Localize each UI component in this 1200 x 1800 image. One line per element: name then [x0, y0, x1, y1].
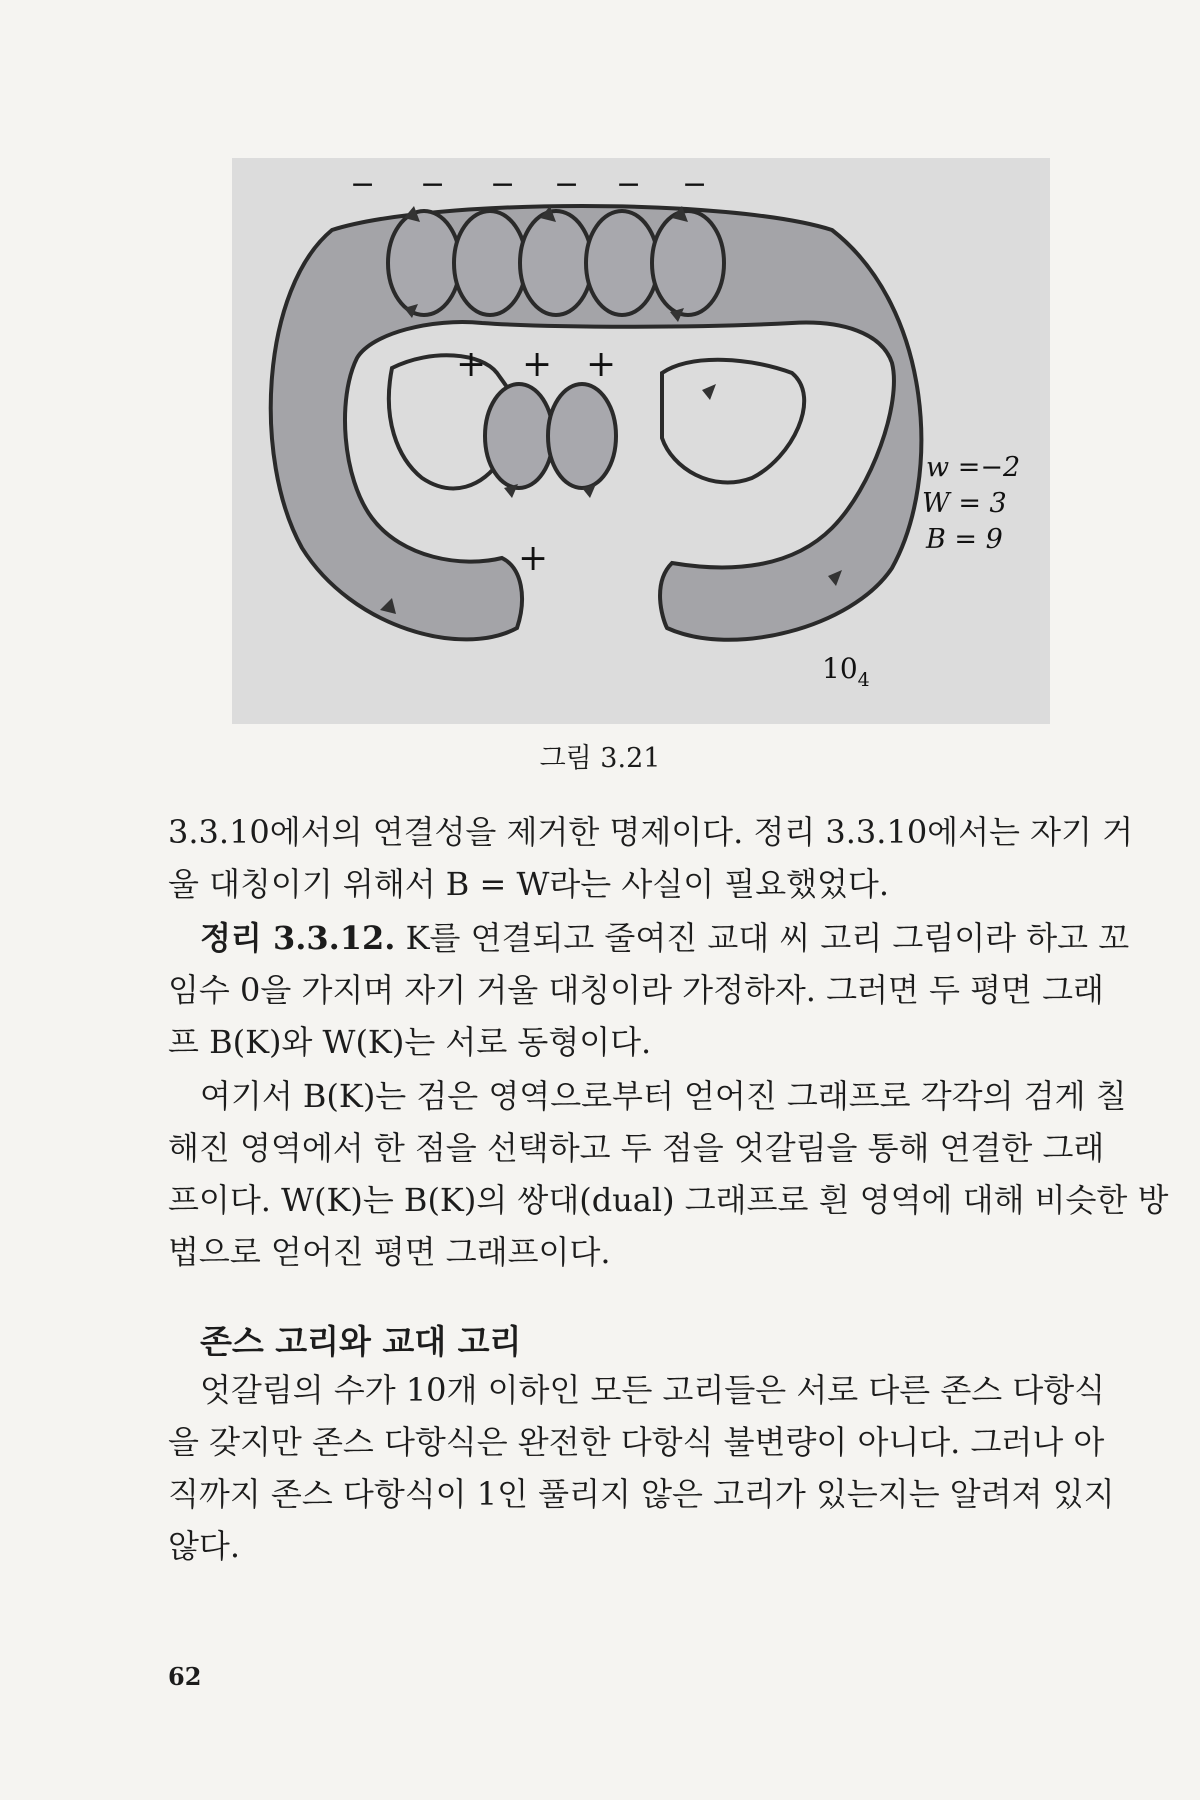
- page-number: 62: [168, 1662, 202, 1691]
- text-line: 해진 영역에서 한 점을 선택하고 두 점을 엇갈림을 통해 연결한 그래: [168, 1129, 1105, 1167]
- text-line: 3.3.10에서의 연결성을 제거한 명제이다. 정리 3.3.10에서는 자기 거: [168, 813, 1134, 851]
- middle-twist-lobes: [485, 384, 616, 488]
- minus-sign: −: [554, 167, 580, 202]
- knot-name: $10_4$: [822, 652, 870, 691]
- minus-signs: [350, 167, 707, 202]
- text-line: 법으로 얻어진 평면 그래프이다.: [168, 1233, 611, 1271]
- section-heading: 존스 고리와 교대 고리: [200, 1322, 522, 1361]
- figure-caption: 그림 3.21: [539, 743, 661, 774]
- theorem-paragraph: [168, 912, 1130, 1068]
- plus-sign: +: [586, 344, 617, 385]
- text-line: 않다.: [168, 1527, 240, 1565]
- text-line: 직까지 존스 다항식이 1인 풀리지 않은 고리가 있는지는 알려져 있지: [168, 1475, 1115, 1513]
- black-regions-label: B = 9: [926, 524, 1003, 555]
- minus-sign: −: [350, 167, 376, 202]
- minus-sign: −: [616, 167, 642, 202]
- minus-sign: −: [490, 167, 516, 202]
- text-line: 여기서 B(K)는 검은 영역으로부터 얻어진 그래프로 각각의 검게 칠: [200, 1077, 1127, 1115]
- section-paragraph: [168, 1364, 1115, 1572]
- text-line: 엇갈림의 수가 10개 이하인 모든 고리들은 서로 다른 존스 다항식: [200, 1371, 1106, 1409]
- inner-white-region-right: [662, 360, 804, 483]
- knot-statistics: [922, 452, 1020, 555]
- knot-diagram: [232, 158, 1050, 724]
- theorem-text: K를 연결되고 줄여진 교대 씨 고리 그림이라 하고 꼬: [395, 919, 1130, 957]
- white-regions-label: W = 3: [922, 488, 1007, 519]
- text-line: 을 갖지만 존스 다항식은 완전한 다항식 불변량이 아니다. 그러나 아: [168, 1423, 1105, 1461]
- plus-sign: +: [456, 344, 487, 385]
- theorem-label: 정리 3.3.12.: [200, 919, 396, 957]
- plus-sign: +: [522, 344, 553, 385]
- writhe-label: w =−2: [926, 452, 1021, 483]
- explanation-paragraph: [168, 1070, 1169, 1278]
- knot-figure: [232, 158, 1050, 724]
- intro-paragraph: [168, 806, 1134, 910]
- top-twist-lobes: [388, 211, 724, 315]
- text-line: [168, 912, 1130, 964]
- minus-sign: −: [420, 167, 446, 202]
- text-line: 임수 0을 가지며 자기 거울 대칭이라 가정하자. 그러면 두 평면 그래: [168, 971, 1104, 1009]
- plus-sign: +: [518, 538, 549, 579]
- text-line: 울 대칭이기 위해서 B = W라는 사실이 필요했었다.: [168, 865, 890, 903]
- text-line: 프 B(K)와 W(K)는 서로 동형이다.: [168, 1023, 652, 1061]
- minus-sign: −: [682, 167, 708, 202]
- text-line: 프이다. W(K)는 B(K)의 쌍대(dual) 그래프로 흰 영역에 대해 비슷한 방: [168, 1181, 1169, 1219]
